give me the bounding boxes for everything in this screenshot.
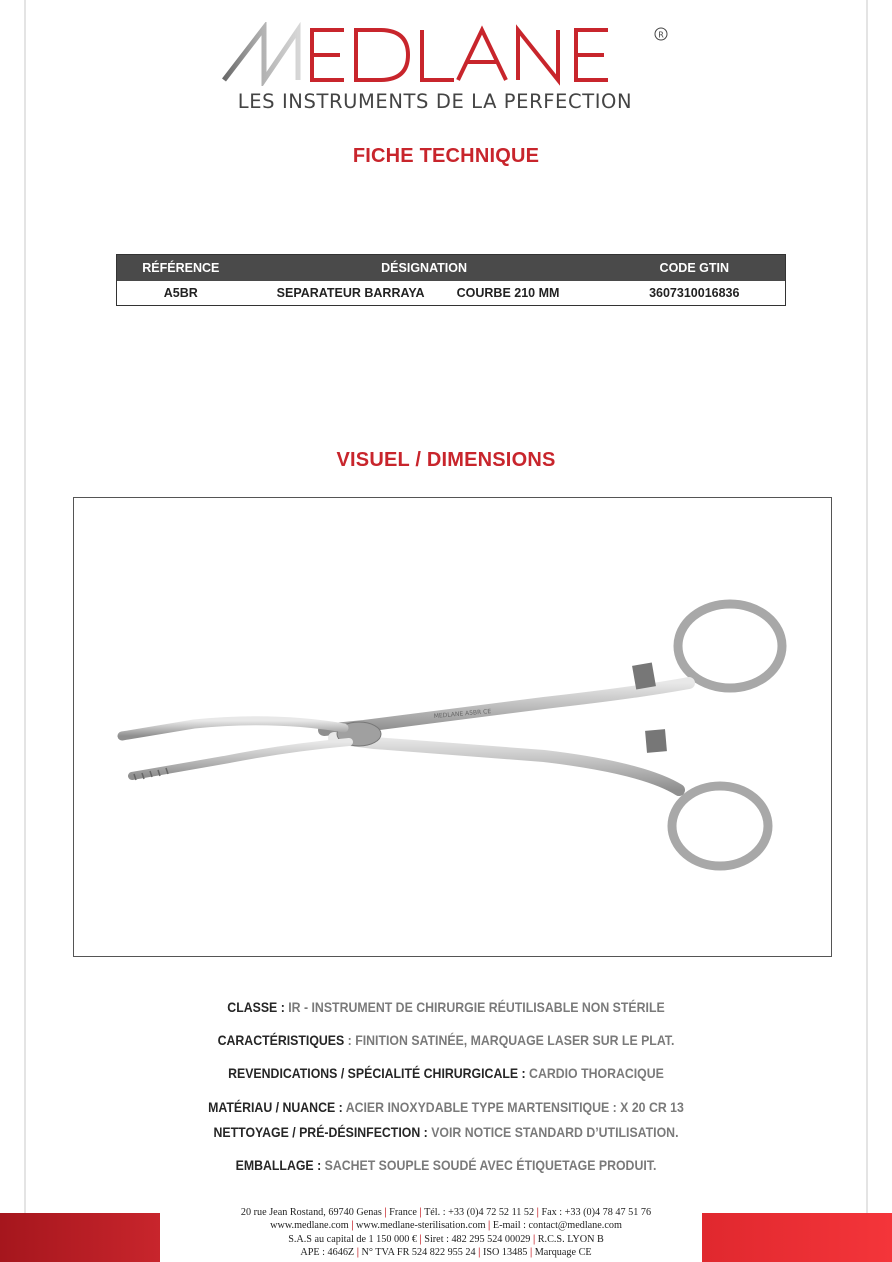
table-row: [117, 281, 785, 305]
svg-text:R: R: [658, 30, 664, 40]
fiche-technique-title: FICHE TECHNIQUE: [352, 145, 540, 167]
spec-emballage: EMBALLAGE : SACHET SOUPLE SOUDÉ AVEC ÉTIQUETAGE PRODUIT.: [235, 1157, 657, 1173]
spec-materiau: MATÉRIAU / NUANCE : ACIER INOXYDABLE TYPE MARTENSITIQUE : X 20 CR 13: [208, 1099, 684, 1115]
brand-tagline: LES INSTRUMENTS DE LA PERFECTION: [237, 90, 633, 113]
company-footer: [0, 1206, 892, 1260]
spec-classe: CLASSE : IR - INSTRUMENT DE CHIRURGIE RÉUTILISABLE NON STÉRILE: [227, 999, 665, 1015]
product-visual-box: [73, 497, 832, 957]
visuel-dimensions-title: VISUEL / DIMENSIONS: [336, 449, 556, 471]
cell-designation: [245, 286, 604, 300]
footer-line-address: 20 rue Jean Rostand, 69740 Genas | France | Tél. : +33 (0)4 72 52 11 52 | Fax : +33 (0)4 78 47 51 76: [240, 1207, 652, 1218]
cell-gtin: 3607310016836: [649, 286, 740, 300]
right-border-line: [866, 0, 868, 1262]
left-border-line: [24, 0, 26, 1262]
reference-table: [116, 254, 786, 306]
engraving-text: MEDLANE A5BR CE: [433, 708, 492, 720]
footer-line-web: www.medlane.com | www.medlane-sterilisation.com | E-mail : contact@medlane.com: [270, 1220, 622, 1232]
designation-variant: COURBE 210 MM: [456, 286, 560, 300]
header-gtin: CODE GTIN: [659, 261, 729, 275]
footer-line-legal: S.A.S au capital de 1 150 000 € | Siret : 482 295 524 00029 | R.C.S. LYON B: [288, 1233, 604, 1245]
barraya-separator-forceps-icon: [74, 498, 833, 958]
medlane-logo: [220, 22, 675, 86]
website-link[interactable]: www.medlane.com: [270, 1220, 349, 1232]
spec-nettoyage: NETTOYAGE / PRÉ-DÉSINFECTION : VOIR NOTICE STANDARD D’UTILISATION.: [213, 1124, 679, 1140]
spec-revendications: REVENDICATIONS / SPÉCIALITÉ CHIRURGICALE : CARDIO THORACIQUE: [228, 1065, 664, 1081]
footer-line-codes: APE : 4646Z | N° TVA FR 524 822 955 24 | ISO 13485 | Marquage CE: [300, 1247, 592, 1259]
header-designation: DÉSIGNATION: [381, 261, 468, 275]
header-reference: RÉFÉRENCE: [142, 261, 220, 275]
spec-caracteristiques: CARACTÉRISTIQUES : FINITION SATINÉE, MARQUAGE LASER SUR LE PLAT.: [217, 1032, 675, 1048]
sterilisation-website-link[interactable]: www.medlane-sterilisation.com: [356, 1220, 486, 1232]
designation-name: SEPARATEUR BARRAYA: [276, 286, 425, 300]
cell-reference: A5BR: [163, 286, 198, 300]
email-link[interactable]: E-mail : contact@medlane.com: [492, 1220, 622, 1232]
table-header-row: [117, 255, 785, 281]
